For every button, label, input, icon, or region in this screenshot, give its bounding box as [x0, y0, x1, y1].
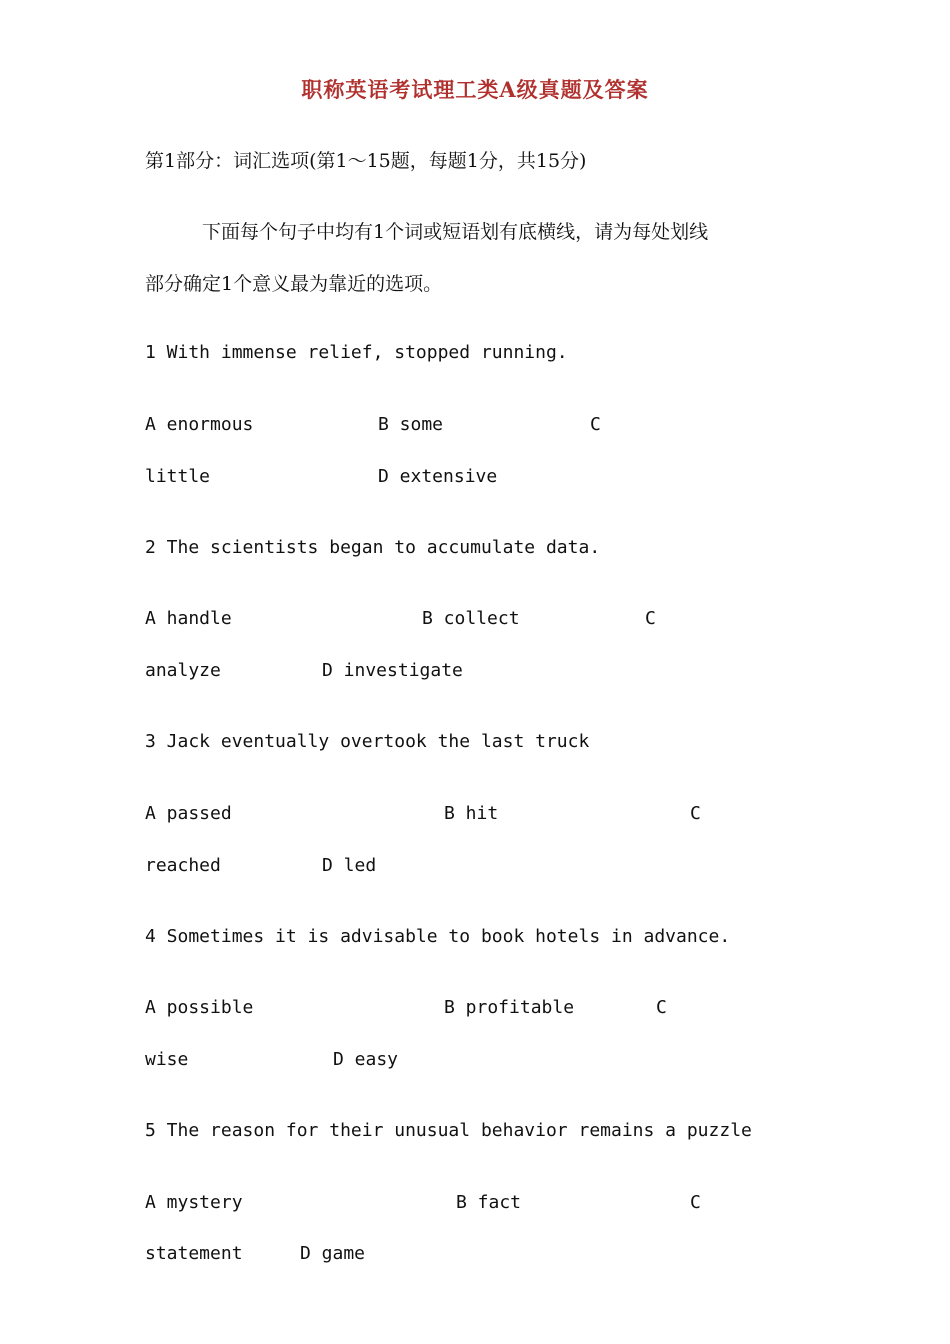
question-2-option-b: B collect	[422, 608, 520, 629]
question-5-option-b: B fact	[456, 1192, 522, 1213]
question-5-stem: 5 The reason for their unusual behavior remains a puzzle	[145, 1120, 752, 1141]
instruction-line-2: 部分确定1个意义最为靠近的选项。	[145, 273, 443, 295]
question-1-option-a: A enormous	[145, 414, 254, 435]
question-1-option-d: D extensive	[378, 466, 498, 487]
question-2-stem: 2 The scientists began to accumulate data.	[145, 537, 601, 558]
question-1-stem: 1 With immense relief, stopped running.	[145, 342, 568, 363]
part-heading: 第1部分：词汇选项(第1～15题，每题1分，共15分)	[145, 150, 587, 172]
question-4-option-b: B profitable	[444, 997, 575, 1018]
question-1-option-c-label: C	[590, 414, 601, 435]
question-2-option-d: D investigate	[322, 660, 463, 681]
question-3-option-a: A passed	[145, 803, 232, 824]
question-3-option-c-text: reached	[145, 855, 221, 876]
question-4-option-c-label: C	[656, 997, 667, 1018]
question-4-option-d: D easy	[333, 1049, 399, 1070]
question-5-option-a: A mystery	[145, 1192, 243, 1213]
question-1-option-b: B some	[378, 414, 444, 435]
question-1-option-c-text: little	[145, 466, 211, 487]
question-4-option-c-text: wise	[145, 1049, 189, 1070]
question-3-stem: 3 Jack eventually overtook the last truck	[145, 731, 590, 752]
instruction-line-1: 下面每个句子中均有1个词或短语划有底横线，请为每处划线	[202, 221, 709, 243]
question-3-option-b: B hit	[444, 803, 499, 824]
question-5-option-c-label: C	[690, 1192, 701, 1213]
question-3-option-c-label: C	[690, 803, 701, 824]
question-2-option-c-label: C	[645, 608, 656, 629]
question-4-option-a: A possible	[145, 997, 254, 1018]
document-title: 职称英语考试理工类A级真题及答案	[301, 77, 649, 102]
question-3-option-d: D led	[322, 855, 377, 876]
question-2-option-a: A handle	[145, 608, 232, 629]
question-2-option-c-text: analyze	[145, 660, 221, 681]
question-4-stem: 4 Sometimes it is advisable to book hotels in advance.	[145, 926, 731, 947]
question-5-option-d: D game	[300, 1243, 366, 1264]
question-5-option-c-text: statement	[145, 1243, 243, 1264]
